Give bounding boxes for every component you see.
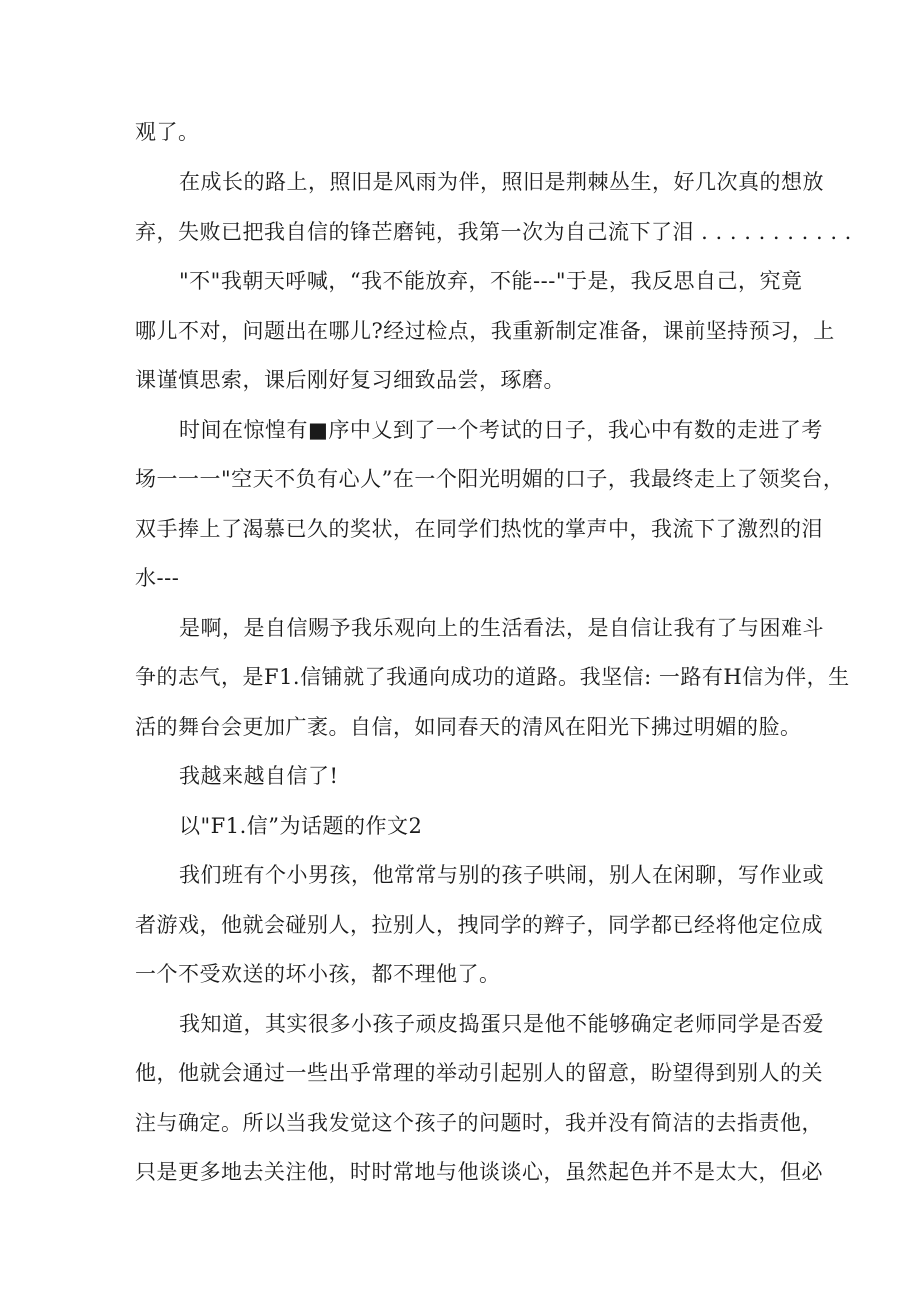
paragraph-1-line-1: 观了。	[135, 120, 200, 144]
paragraph-8-line-1: 我们班有个小男孩，他常常与别的孩子哄闹，别人在闲聊，写作业或	[179, 863, 824, 887]
paragraph-8-line-2: 者游戏，他就会碰别人，拉别人，拽同学的辫子，同学都已经将他定位成	[135, 913, 823, 937]
paragraph-4-line-2: 场一一一"空天不负有心人”在一个阳光明媚的口子，我最终走上了领奖台，	[135, 467, 845, 491]
paragraph-5-line-2: 争的志气，是F1.信铺就了我通向成功的道路。我坚信: 一路有H信为伴，生	[135, 665, 850, 689]
paragraph-5-line-3: 活的舞台会更加广袤。自信，如同春天的清风在阳光下拂过明媚的脸。	[135, 715, 802, 739]
paragraph-8-line-3: 一个不受欢送的坏小孩，都不理他了。	[135, 962, 501, 986]
paragraph-3-line-1: "不"我朝天呼喊，“我不能放弃，不能---"于是，我反思自己，究竟	[179, 269, 803, 293]
paragraph-5-line-1: 是啊，是自信赐予我乐观向上的生活看法，是自信让我有了与困难斗	[179, 616, 824, 640]
paragraph-2-line-2: 弃，失败已把我自信的锋芒磨钝，我第一次为自己流下了泪 . . . . . . . . . . .	[135, 220, 852, 244]
paragraph-9-line-1: 我知道，其实很多小孩子顽皮捣蛋只是他不能够确定老师同学是否爱	[179, 1012, 824, 1036]
paragraph-2-line-1: 在成长的路上，照旧是风雨为伴，照旧是荆棘丛生，好几次真的想放	[179, 170, 824, 194]
section-heading: 以"F1.信”为话题的作文2	[179, 814, 423, 838]
paragraph-4-line-3: 双手捧上了渴慕已久的奖状，在同学们热忱的掌声中，我流下了激烈的泪	[135, 517, 823, 541]
paragraph-6-line-1: 我越来越自信了!	[179, 764, 339, 788]
paragraph-9-line-3: 注与确定。所以当我发觉这个孩子的问题时，我并没有简洁的去指责他，	[135, 1111, 823, 1135]
paragraph-4-line-4: 水---	[135, 566, 180, 590]
paragraph-3-line-3: 课谨慎思索，课后刚好复习细致品尝，琢磨。	[135, 368, 565, 392]
paragraph-9-line-2: 他，他就会通过一些出乎常理的举动引起别人的留意，盼望得到别人的关	[135, 1061, 823, 1085]
paragraph-4-line-1: 时间在惊惶有■序中乂到了一个考试的日子，我心中有数的走进了考	[179, 418, 823, 442]
paragraph-9-line-4: 只是更多地去关注他，时时常地与他谈谈心，虽然起色并不是太大，但必	[135, 1160, 823, 1184]
paragraph-3-line-2: 哪儿不对，问题出在哪儿?经过检点，我重新制定准备，课前坚持预习，上	[135, 319, 835, 343]
